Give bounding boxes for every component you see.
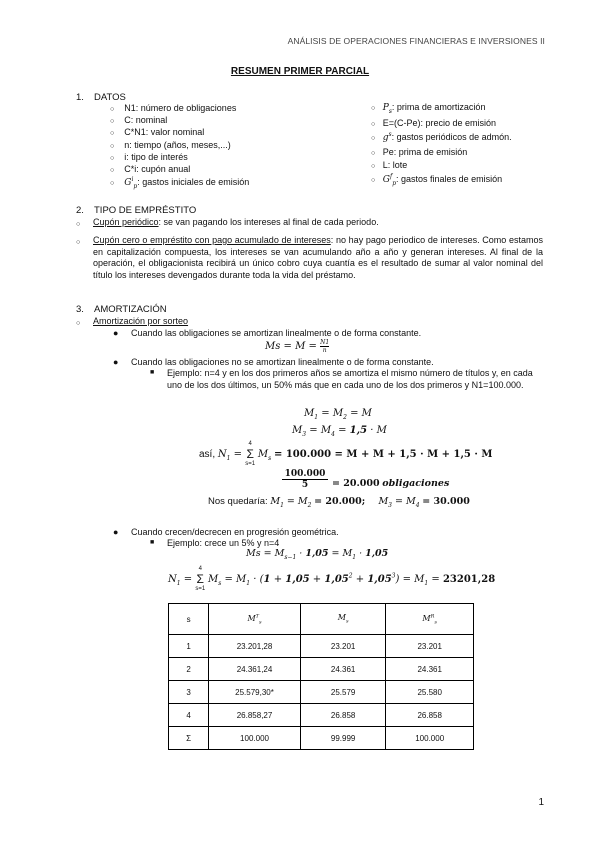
list-item: ○ $G^i_p$: gastos iniciales de emisión (110, 176, 250, 190)
datos-right-list (371, 102, 512, 187)
table-cell: 23.201 (300, 635, 386, 658)
list-item: ○ E=(C-Pe): precio de emisión (371, 118, 497, 128)
table-cell: 23.201 (386, 635, 474, 658)
formula-n1-geometric: $N_1 = 4$ Σ s=1 $M_s = M_1 \cdot (1 + 1,05 + 1,05^2 + 1,05^3) = M_1 = 23201,28$ (168, 566, 496, 592)
square-bullet: ■ (150, 369, 155, 376)
bullet-dot: ● (113, 357, 119, 367)
table-cell: 3 (169, 681, 209, 704)
table-row (169, 727, 474, 750)
table-cell: 100.000 (386, 727, 474, 750)
square-bullet: ■ (150, 539, 155, 546)
amortization-table (168, 603, 474, 750)
fraction: 100.000 5 (282, 469, 328, 490)
table-header-cell: $M_s$ (300, 604, 386, 635)
table-cell: 4 (169, 704, 209, 727)
formula-sum: así, $N_1 = 4$ Σ s=1 $M_s = 100.000 = M + M + 1,5 \cdot M + 1,5 \cdot M$ (199, 441, 493, 467)
datos-left-list (110, 103, 249, 190)
list-item: ○ Pe: prima de emisión (371, 147, 468, 157)
example-2: Ejemplo: crece un 5% y n=4 (167, 538, 280, 548)
table-cell: 24.361 (386, 658, 474, 681)
example-1: Ejemplo: n=4 y en los dos primeros años se amortiza el mismo número de títulos y, en cada uno de los dos últimos, un 50% más que en cada uno de los dos primeros y N1=100.000. (167, 368, 533, 390)
section-2-heading: TIPO DE EMPRÉSTITO (94, 205, 197, 216)
section-1-heading: DATOS (94, 92, 126, 103)
table-cell: Σ (169, 727, 209, 750)
table-cell: 100.000 (209, 727, 301, 750)
table-cell: 23.201,28 (209, 635, 301, 658)
list-item: ○ C: nominal (110, 115, 168, 126)
table-header-cell: s (169, 604, 209, 635)
table-cell: 25.579,30* (209, 681, 301, 704)
formula-geometric: $Ms = M_{s-1} \cdot 1,05 = M_1 \cdot 1,05$ (246, 548, 389, 561)
page-number: 1 (538, 797, 544, 808)
result-line: Nos quedaría: $M_1 = M_2 = 20.000$; $M_3 = M_4 = 30.000$ (208, 496, 470, 509)
table-cell: 1 (169, 635, 209, 658)
table-cell: 25.580 (386, 681, 474, 704)
table-row (169, 704, 474, 727)
formula-ms: Ms = M = $\frac{N1}{n}$ (265, 339, 330, 354)
subheading: Amortización por sorteo (93, 316, 189, 326)
section-2-number: 2. (76, 205, 84, 216)
case-nonlinear: Cuando las obligaciones no se amortizan linealmente o de forma constante. (131, 357, 434, 367)
formula-m1m2: $M_1 = M_2 = M$ (304, 408, 372, 421)
section-3-heading: AMORTIZACIÓN (94, 304, 167, 315)
running-header: ANÁLISIS DE OPERACIONES FINANCIERAS E INVERSIONES II (287, 36, 545, 46)
list-item: ○ C*i: cupón anual (110, 163, 191, 174)
table-cell: 99.999 (300, 727, 386, 750)
bullet-dot: ● (113, 328, 119, 338)
table-cell: 26.858,27 (209, 704, 301, 727)
page-title: RESUMEN PRIMER PARCIAL (230, 66, 370, 77)
table-header-cell: $M^R_s$ (386, 604, 474, 635)
table-cell: 26.858 (386, 704, 474, 727)
table-cell: 25.579 (300, 681, 386, 704)
list-item: ○ n: tiempo (años, meses,...) (110, 139, 231, 150)
section-3-number: 3. (76, 304, 84, 315)
section-1-number: 1. (76, 92, 84, 103)
list-item: ○ L: lote (371, 159, 408, 170)
case-linear: Cuando las obligaciones se amortizan linealmente o de forma constante. (131, 328, 422, 338)
bullet-dot: ● (113, 527, 119, 537)
table-cell: 26.858 (300, 704, 386, 727)
table-row (169, 635, 474, 658)
table-row (169, 681, 474, 704)
list-item: ○ N1: número de obligaciones (110, 103, 237, 113)
formula-m3m4: $M_3 = M_4 = 1,5 \cdot M$ (292, 425, 387, 438)
bullet-icon: ○ (76, 221, 81, 228)
table-row (169, 658, 474, 681)
fraction-result: = 20.000 obligaciones (332, 478, 450, 489)
cupon-cero-item: Cupón cero o empréstito con pago acumulado de intereses: no hay pago periodico de intereses. Como estamos en capitalización compuesta, los intereses se van acumulando año a año y generan intereses. Al final de la operación, el obligacionista recibirá un único cobro cuya cuantía es el resultado de sumar al valor nominal del título los intereses devengados durante toda la vida del préstamo. (93, 235, 543, 280)
case-geometric: Cuando crecen/decrecen en progresión geométrica. (131, 527, 339, 537)
table-cell: 2 (169, 658, 209, 681)
table-header-cell: $M^T_s$ (209, 604, 301, 635)
list-item: ○ i: tipo de interés (110, 151, 188, 162)
list-item: ○ $g^s$: gastos periódicos de admón. (371, 131, 512, 143)
list-item: ○ $P_s$: prima de amortización (371, 102, 486, 115)
table-cell: 24.361 (300, 658, 386, 681)
list-item: ○ C*N1: valor nominal (110, 127, 205, 138)
list-item: ○ $G^f_p$: gastos finales de emisión (371, 172, 503, 187)
table-cell: 24.361,24 (209, 658, 301, 681)
table-header-row (169, 604, 474, 635)
cupon-periodico-item: Cupón periódico: se van pagando los intereses al final de cada periodo. (93, 217, 379, 227)
bullet-icon: ○ (76, 239, 81, 246)
bullet-icon: ○ (76, 320, 81, 327)
